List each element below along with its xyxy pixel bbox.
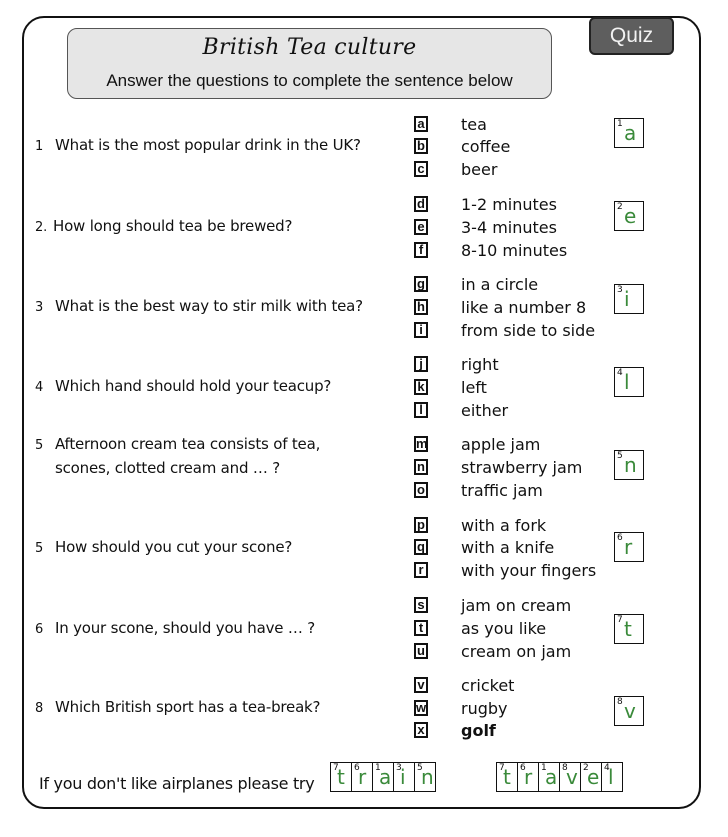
question-3 [35,295,363,319]
option-text: in a circle [461,274,539,294]
option-text: apple jam [461,434,541,454]
answer-letter: i [624,287,630,311]
cell-letter: t [503,765,511,789]
option-n[interactable] [414,456,583,478]
option-text: right [461,354,499,374]
option-b[interactable] [414,135,511,157]
cell-letter: r [524,765,533,789]
cell-index: 2 [583,763,589,773]
option-q[interactable] [414,536,555,558]
question-7 [35,617,315,641]
cell-letter: l [608,765,614,789]
option-letter-box[interactable]: t [414,620,428,636]
option-text: left [461,377,487,397]
answer-index: 3 [617,285,623,295]
option-k[interactable] [414,376,487,398]
question-text: Which British sport has a tea-break? [55,698,321,716]
word-cell[interactable] [601,762,623,792]
option-text: with a knife [461,537,555,557]
option-w[interactable] [414,697,508,719]
question-5 [35,433,320,479]
worksheet-instructions: Answer the questions to complete the sentence below [106,71,513,90]
word-cell[interactable] [538,762,560,792]
cell-letter: i [400,765,406,789]
option-s[interactable] [414,594,572,616]
option-letter-box[interactable]: d [414,196,428,212]
option-i[interactable] [414,319,596,341]
answer-letter: n [624,453,637,477]
option-u[interactable] [414,640,572,662]
answer-letter: v [624,699,636,723]
option-text: as you like [461,618,547,638]
option-letter-box[interactable]: m [416,436,428,451]
question-number: 2. [35,220,48,235]
word-cell[interactable] [330,762,352,792]
question-number: 5 [35,438,44,453]
option-p[interactable] [414,514,547,536]
answer-letter: a [624,121,637,145]
option-text: tea [461,114,487,134]
option-text: with your fingers [461,560,597,580]
final-sentence: If you don't like airplanes please try [39,774,315,793]
question-text-continued: scones, clotted cream and … ? [55,459,281,477]
answer-box-2[interactable] [614,201,644,231]
option-d[interactable] [414,193,557,215]
option-letter-box[interactable]: w [416,700,427,715]
option-letter-box[interactable]: q [414,539,428,555]
question-text: What is the best way to stir milk with tea? [55,297,363,315]
option-letter-box[interactable]: e [414,219,428,235]
answer-word-travel [496,762,623,792]
cell-letter: t [337,765,345,789]
cell-letter: r [358,765,367,789]
option-c[interactable] [414,158,498,180]
option-letter-box[interactable]: i [414,322,428,338]
option-m[interactable] [414,433,541,455]
question-text: What is the most popular drink in the UK? [55,136,361,154]
option-text: from side to side [461,320,596,340]
option-letter-box[interactable]: n [414,459,428,475]
option-text: coffee [461,136,511,156]
worksheet-title: British Tea culture [202,35,417,60]
cell-index: 5 [417,763,423,773]
word-cell[interactable] [517,762,539,792]
option-letter-box[interactable]: k [414,379,428,395]
cell-index: 3 [396,763,402,773]
option-letter-box[interactable]: f [414,242,428,258]
word-cell[interactable] [559,762,581,792]
cell-index: 8 [562,763,568,773]
cell-letter: e [587,765,600,789]
option-text: beer [461,159,498,179]
option-h[interactable] [414,296,587,318]
question-2 [35,215,292,239]
answer-index: 6 [617,533,623,543]
word-cell[interactable] [580,762,602,792]
option-text: with a fork [461,515,547,535]
word-cell[interactable] [351,762,373,792]
option-l[interactable] [414,399,509,421]
option-letter-box[interactable]: v [414,677,428,693]
cell-letter: a [545,765,558,789]
option-j[interactable] [414,353,499,375]
word-cell[interactable] [496,762,518,792]
title-panel [67,28,552,99]
option-letter-box[interactable]: c [414,161,428,177]
answer-box-6[interactable] [614,532,644,562]
option-g[interactable] [414,273,539,295]
cell-index: 1 [541,763,547,773]
answer-box-7[interactable] [614,614,644,644]
answer-word-train [330,762,436,792]
option-letter-box[interactable]: b [414,138,428,154]
question-number: 6 [35,622,44,637]
question-text: How should you cut your scone? [55,538,293,556]
answer-index: 8 [617,697,623,707]
option-text: golf [461,720,496,740]
answer-letter: r [624,535,633,559]
option-letter-box[interactable]: a [414,116,428,132]
option-text: cricket [461,675,515,695]
answer-index: 7 [617,615,623,625]
option-text: like a number 8 [461,297,587,317]
question-text: Afternoon cream tea consists of tea, [55,435,321,453]
cell-letter: n [421,765,434,789]
option-text: either [461,400,509,420]
answer-box-3[interactable] [614,284,644,314]
option-text: 1-2 minutes [461,194,557,214]
option-text: 3-4 minutes [461,217,557,237]
option-o[interactable] [414,479,543,501]
option-e[interactable] [414,216,557,238]
cell-index: 7 [333,763,339,773]
question-number: 8 [35,701,44,716]
option-letter-box[interactable]: r [414,562,428,578]
question-number: 4 [35,380,44,395]
option-f[interactable] [414,239,568,261]
answer-box-5[interactable] [614,450,644,480]
cell-index: 7 [499,763,505,773]
option-r[interactable] [414,559,597,581]
option-letter-box[interactable]: u [414,643,428,659]
option-text: cream on jam [461,641,572,661]
option-a[interactable] [414,113,487,135]
cell-index: 1 [375,763,381,773]
answer-index: 2 [617,202,623,212]
option-text: rugby [461,698,508,718]
cell-index: 6 [354,763,360,773]
question-text: In your scone, should you have … ? [55,619,315,637]
option-letter-box[interactable]: l [414,402,428,418]
question-number: 5 [35,541,44,556]
option-t[interactable] [414,617,547,639]
answer-letter: t [624,617,632,641]
question-8 [35,696,320,720]
cell-index: 6 [520,763,526,773]
question-text: Which hand should hold your teacup? [55,377,332,395]
question-1 [35,134,361,158]
option-letter-box[interactable]: o [414,482,428,498]
answer-letter: l [624,370,630,394]
option-text: 8-10 minutes [461,240,568,260]
question-number: 1 [35,139,44,154]
answer-box-4[interactable] [614,367,644,397]
option-letter-box[interactable]: j [414,356,428,372]
option-v[interactable] [414,674,515,696]
answer-box-8[interactable] [614,696,644,726]
answer-index: 5 [617,451,623,461]
option-letter-box[interactable]: x [414,722,428,738]
word-cell[interactable] [393,762,415,792]
answer-letter: e [624,204,637,228]
answer-index: 1 [617,119,623,129]
option-x[interactable] [414,719,496,741]
question-6 [35,536,292,560]
question-text: How long should tea be brewed? [53,217,293,235]
word-cell[interactable] [372,762,394,792]
cell-letter: v [566,765,578,789]
cell-index: 4 [604,763,610,773]
option-text: strawberry jam [461,457,583,477]
option-letter-box[interactable]: p [414,517,428,533]
question-4 [35,375,331,399]
option-text: traffic jam [461,480,543,500]
option-text: jam on cream [461,595,572,615]
option-letter-box[interactable]: h [414,299,428,315]
option-letter-box[interactable]: g [414,276,428,292]
cell-letter: a [379,765,392,789]
quiz-button[interactable]: Quiz [589,17,674,55]
answer-box-1[interactable] [614,118,644,148]
word-cell[interactable] [414,762,436,792]
question-number: 3 [35,300,44,315]
answer-index: 4 [617,368,623,378]
option-letter-box[interactable]: s [414,597,428,613]
